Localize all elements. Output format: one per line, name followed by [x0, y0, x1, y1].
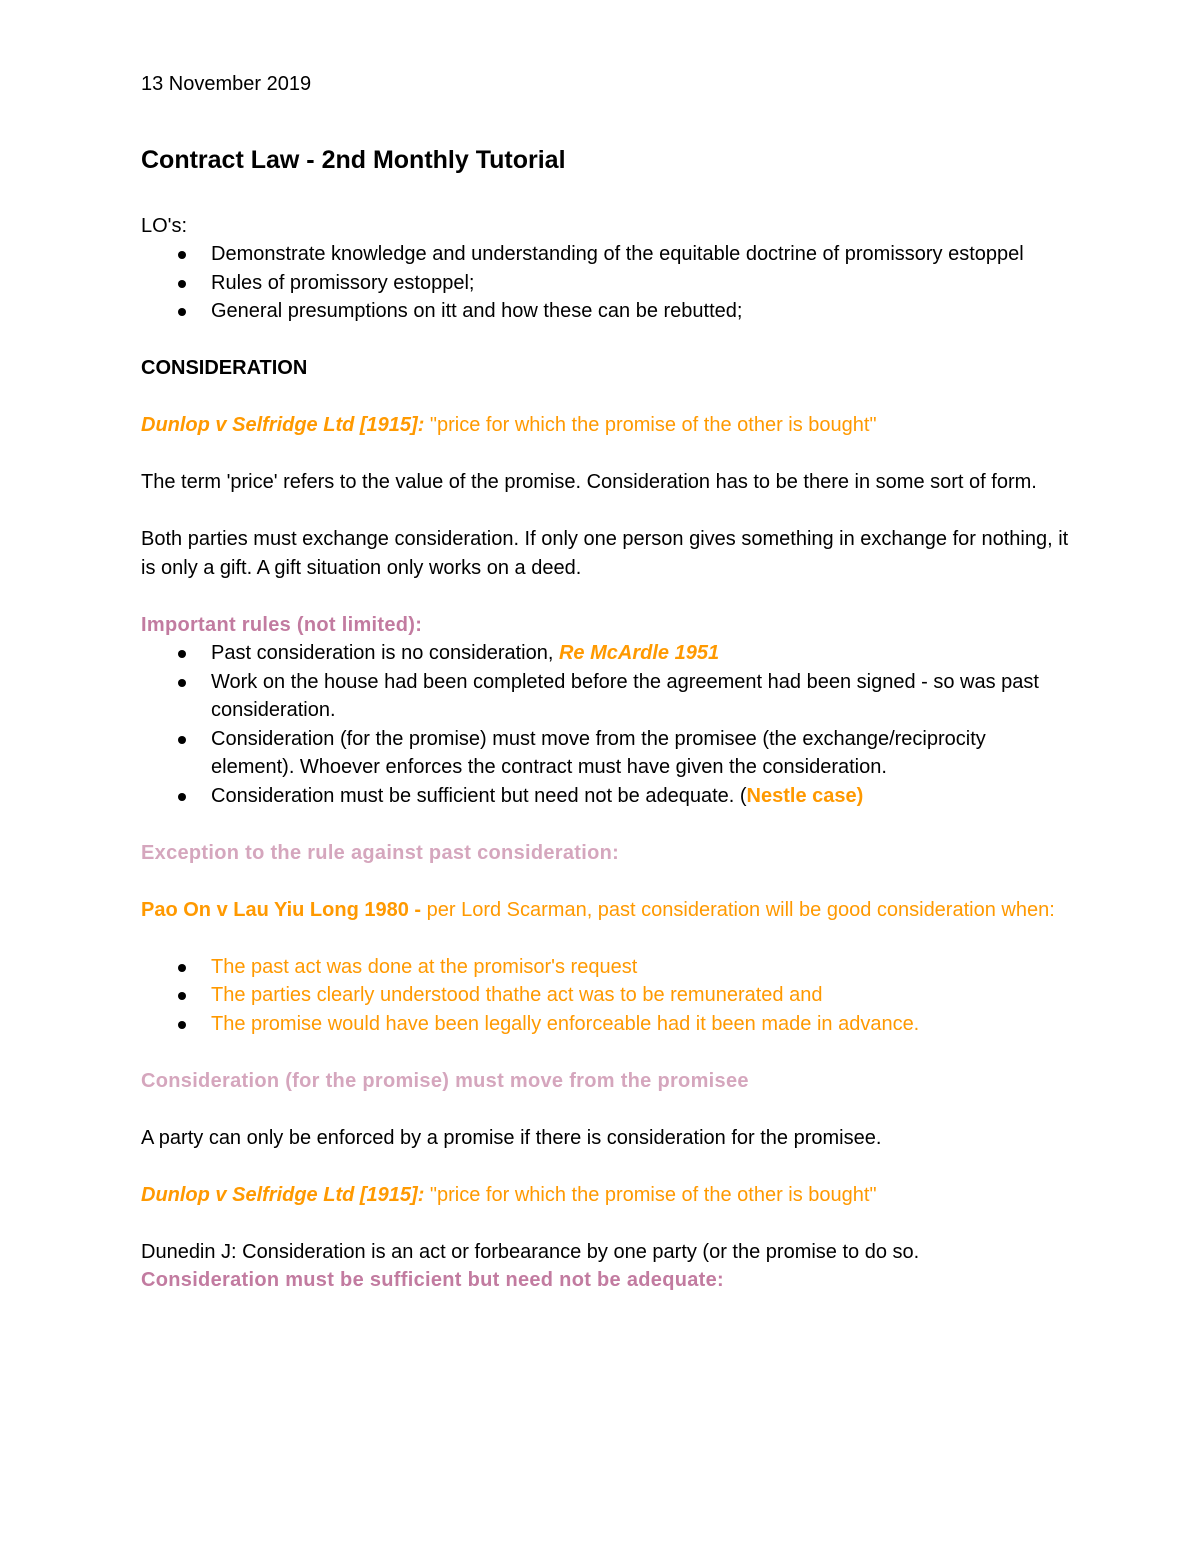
move-from-promisee-heading: Consideration (for the promise) must move from the promisee	[141, 1069, 749, 1092]
case-citation: Pao On v Lau Yiu Long 1980 -	[141, 898, 422, 921]
pao-on-points-list	[141, 953, 1071, 1039]
list-item-text: The promise would have been legally enforceable had it been made in advance.	[211, 1012, 920, 1035]
case-quote: "price for which the promise of the other is bought"	[424, 414, 877, 436]
list-item-text: The past act was done at the promisor's request	[211, 955, 638, 978]
bullet-icon	[178, 650, 186, 658]
case-quote: "price for which the promise of the other is bought"	[424, 1183, 877, 1206]
case-citation: Nestle case)	[746, 784, 864, 807]
list-item	[211, 269, 1071, 298]
sufficient-heading: Consideration must be sufficient but need not be adequate:	[141, 1269, 724, 1291]
learning-outcomes-list	[141, 240, 1071, 326]
paragraph-dunedin: Dunedin J: Consideration is an act or forbearance by one party (or the promise to do so.	[141, 1240, 920, 1263]
document-page	[141, 70, 1071, 1295]
list-item-text: Demonstrate knowledge and understanding of the equitable doctrine of promissory estoppel	[211, 243, 1024, 265]
list-item-text: Consideration (for the promise) must move from the promisee (the exchange/reciprocity element). Whoever enforces the contract must have given the consideration.	[211, 727, 986, 778]
bullet-icon	[178, 736, 186, 744]
bullet-icon	[178, 992, 186, 1000]
list-item-text: Rules of promissory estoppel;	[211, 271, 475, 294]
paragraph-price: The term 'price' refers to the value of the promise. Consideration has to be there in some sort of form.	[141, 471, 1037, 493]
bullet-icon	[178, 1021, 186, 1029]
list-item-text: Work on the house had been completed before the agreement had been signed - so was past consideration.	[211, 670, 1039, 721]
list-item	[211, 782, 1071, 811]
bullet-icon	[178, 793, 186, 801]
list-item-text: Past consideration is no consideration,	[211, 642, 559, 664]
document-title: Contract Law - 2nd Monthly Tutorial	[141, 145, 566, 174]
list-item	[211, 668, 1071, 725]
list-item	[211, 981, 1071, 1010]
list-item	[211, 953, 1071, 982]
list-item	[211, 639, 1071, 668]
list-item-text: The parties clearly understood thathe act was to be remunerated and	[211, 984, 823, 1006]
consideration-heading: CONSIDERATION	[141, 357, 308, 379]
exception-heading: Exception to the rule against past consideration:	[141, 841, 620, 864]
list-item-text: General presumptions on itt and how these can be rebutted;	[211, 300, 743, 322]
case-citation: Re McArdle 1951	[558, 642, 720, 664]
learning-outcomes-label: LO's:	[141, 214, 188, 237]
bullet-icon	[178, 251, 186, 259]
list-item	[211, 297, 1071, 326]
important-rules-heading: Important rules (not limited):	[141, 613, 423, 636]
bullet-icon	[178, 964, 186, 972]
case-citation: Dunlop v Selfridge Ltd [1915]:	[141, 1183, 425, 1206]
list-item	[211, 240, 1071, 269]
bullet-icon	[178, 679, 186, 687]
bullet-icon	[178, 280, 186, 288]
list-item	[211, 1010, 1071, 1039]
document-date: 13 November 2019	[141, 73, 312, 95]
important-rules-list	[141, 639, 1071, 810]
case-citation: Dunlop v Selfridge Ltd [1915]:	[141, 414, 425, 436]
case-text: per Lord Scarman, past consideration will be good consideration when:	[421, 898, 1055, 921]
dunlop-quote-1	[141, 411, 1071, 440]
bullet-icon	[178, 308, 186, 316]
list-item	[211, 725, 1071, 782]
pao-on-paragraph	[141, 896, 1071, 925]
list-item-text: Consideration must be sufficient but need not be adequate. (	[211, 784, 747, 807]
dunlop-quote-2	[141, 1181, 1071, 1210]
paragraph-both-parties: Both parties must exchange consideration. If only one person gives something in exchange for nothing, it is only a gift. A gift situation only works on a deed.	[141, 528, 1069, 579]
paragraph-party: A party can only be enforced by a promise if there is consideration for the promisee.	[141, 1126, 882, 1149]
